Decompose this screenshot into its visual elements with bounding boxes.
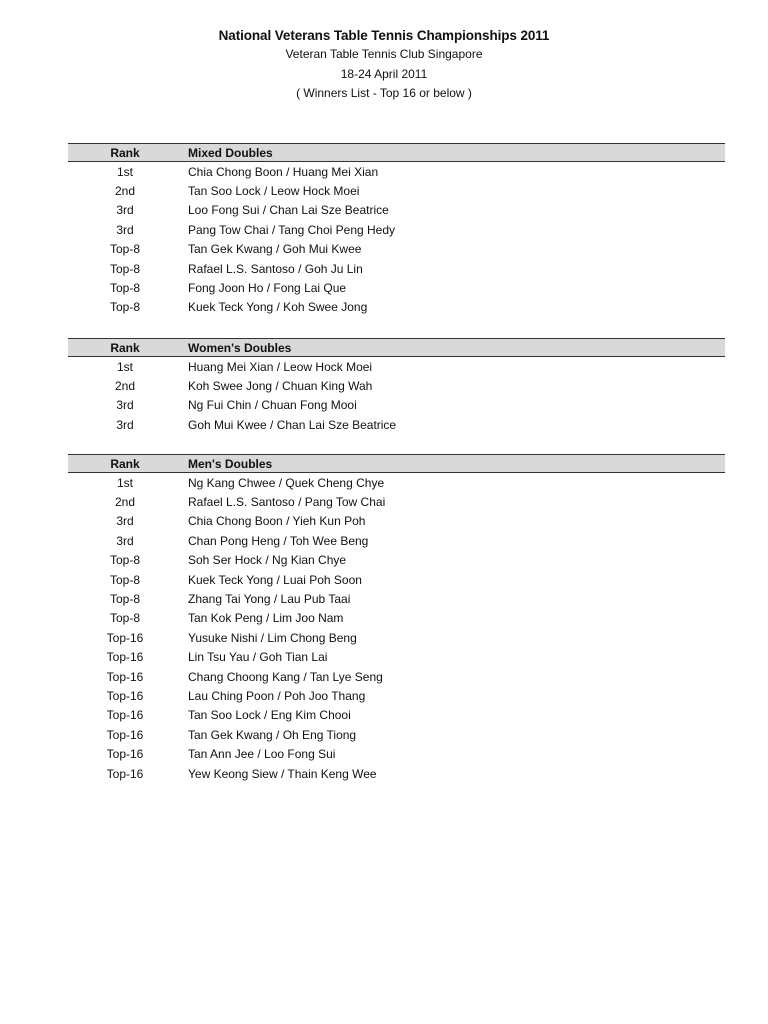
event-column-header: Men's Doubles <box>188 456 273 471</box>
rank-cell: 3rd <box>116 514 134 529</box>
players-cell: Ng Kang Chwee / Quek Cheng Chye <box>188 475 385 490</box>
rank-cell: Top-8 <box>109 592 141 607</box>
players-cell: Huang Mei Xian / Leow Hock Moei <box>188 359 373 374</box>
rank-cell: Top-16 <box>106 630 144 645</box>
result-row <box>68 706 725 725</box>
document-header <box>0 26 768 104</box>
section-header <box>68 143 725 162</box>
rank-cell: Top-8 <box>109 611 141 626</box>
results-list <box>68 473 725 783</box>
result-row <box>68 415 725 434</box>
section-mens-doubles <box>68 454 725 783</box>
players-cell: Tan Soo Lock / Leow Hock Moei <box>188 184 360 199</box>
players-cell: Zhang Tai Yong / Lau Pub Taai <box>188 592 351 607</box>
result-row <box>68 492 725 511</box>
result-row <box>68 609 725 628</box>
players-cell: Koh Swee Jong / Chuan King Wah <box>188 379 373 394</box>
players-cell: Kuek Teck Yong / Luai Poh Soon <box>188 572 362 587</box>
result-row <box>68 240 725 259</box>
result-row <box>68 181 725 200</box>
rank-cell: 2nd <box>114 184 136 199</box>
players-cell: Ng Fui Chin / Chuan Fong Mooi <box>188 398 357 413</box>
rank-cell: 3rd <box>116 222 134 237</box>
dates-line: 18-24 April 2011 <box>340 66 428 81</box>
rank-cell: 1st <box>116 164 133 179</box>
players-cell: Rafael L.S. Santoso / Pang Tow Chai <box>188 495 386 510</box>
players-cell: Tan Gek Kwang / Oh Eng Tiong <box>188 727 357 742</box>
players-cell: Soh Ser Hock / Ng Kian Chye <box>188 553 347 568</box>
players-cell: Tan Gek Kwang / Goh Mui Kwee <box>188 242 362 257</box>
event-column-header: Women's Doubles <box>188 340 292 355</box>
players-cell: Lau Ching Poon / Poh Joo Thang <box>188 688 366 703</box>
results-list <box>68 162 725 317</box>
result-row <box>68 725 725 744</box>
rank-cell: Top-8 <box>109 261 141 276</box>
players-cell: Fong Joon Ho / Fong Lai Que <box>188 281 347 296</box>
players-cell: Chia Chong Boon / Yieh Kun Poh <box>188 514 366 529</box>
rank-cell: Top-8 <box>109 242 141 257</box>
rank-cell: Top-16 <box>106 650 144 665</box>
players-cell: Yusuke Nishi / Lim Chong Beng <box>188 630 357 645</box>
result-row <box>68 376 725 395</box>
note-line: ( Winners List - Top 16 or below ) <box>296 86 472 100</box>
result-row <box>68 551 725 570</box>
rank-cell: Top-16 <box>106 688 144 703</box>
rank-cell: Top-16 <box>106 708 144 723</box>
result-row <box>68 512 725 531</box>
rank-cell: Top-16 <box>106 747 144 762</box>
players-cell: Chan Pong Heng / Toh Wee Beng <box>188 533 369 548</box>
rank-cell: 3rd <box>116 398 134 413</box>
rank-cell: 2nd <box>114 379 136 394</box>
result-row <box>68 473 725 492</box>
rank-cell: Top-16 <box>106 766 144 781</box>
players-cell: Lin Tsu Yau / Goh Tian Lai <box>188 650 328 665</box>
result-row <box>68 628 725 647</box>
result-row <box>68 531 725 550</box>
players-cell: Pang Tow Chai / Tang Choi Peng Hedy <box>188 222 396 237</box>
players-cell: Chang Choong Kang / Tan Lye Seng <box>188 669 383 684</box>
section-header <box>68 338 725 357</box>
rank-cell: 3rd <box>116 203 134 218</box>
section-womens-doubles <box>68 338 725 435</box>
result-row <box>68 201 725 220</box>
rank-cell: Top-8 <box>109 553 141 568</box>
rank-cell: Top-8 <box>109 572 141 587</box>
result-row <box>68 357 725 376</box>
rank-cell: 3rd <box>116 533 134 548</box>
organizer-line: Veteran Table Tennis Club Singapore <box>285 47 483 61</box>
result-row <box>68 570 725 589</box>
section-mixed-doubles <box>68 143 725 317</box>
result-row <box>68 648 725 667</box>
players-cell: Loo Fong Sui / Chan Lai Sze Beatrice <box>188 203 389 218</box>
result-row <box>68 278 725 297</box>
rank-column-header: Rank <box>110 456 140 471</box>
rank-cell: 1st <box>116 359 133 374</box>
result-row <box>68 589 725 608</box>
event-column-header: Mixed Doubles <box>188 145 273 160</box>
players-cell: Rafael L.S. Santoso / Goh Ju Lin <box>188 261 363 276</box>
rank-cell: 1st <box>116 475 133 490</box>
players-cell: Tan Soo Lock / Eng Kim Chooi <box>188 708 351 723</box>
rank-cell: Top-8 <box>109 300 141 315</box>
rank-cell: Top-16 <box>106 727 144 742</box>
players-cell: Tan Kok Peng / Lim Joo Nam <box>188 611 344 626</box>
rank-column-header: Rank <box>110 340 140 355</box>
rank-column-header: Rank <box>110 145 140 160</box>
players-cell: Kuek Teck Yong / Koh Swee Jong <box>188 300 368 315</box>
results-list <box>68 357 725 435</box>
players-cell: Chia Chong Boon / Huang Mei Xian <box>188 164 379 179</box>
rank-cell: 2nd <box>114 495 136 510</box>
rank-cell: Top-16 <box>106 669 144 684</box>
result-row <box>68 764 725 783</box>
players-cell: Yew Keong Siew / Thain Keng Wee <box>188 766 377 781</box>
result-row <box>68 667 725 686</box>
result-row <box>68 259 725 278</box>
result-row <box>68 162 725 181</box>
rank-cell: 3rd <box>116 417 134 432</box>
result-row <box>68 396 725 415</box>
players-cell: Tan Ann Jee / Loo Fong Sui <box>188 747 336 762</box>
players-cell: Goh Mui Kwee / Chan Lai Sze Beatrice <box>188 417 397 432</box>
document-title: National Veterans Table Tennis Championships 2011 <box>218 28 550 43</box>
result-row <box>68 298 725 317</box>
result-row <box>68 220 725 239</box>
rank-cell: Top-8 <box>109 281 141 296</box>
section-header <box>68 454 725 473</box>
result-row <box>68 686 725 705</box>
result-row <box>68 744 725 763</box>
